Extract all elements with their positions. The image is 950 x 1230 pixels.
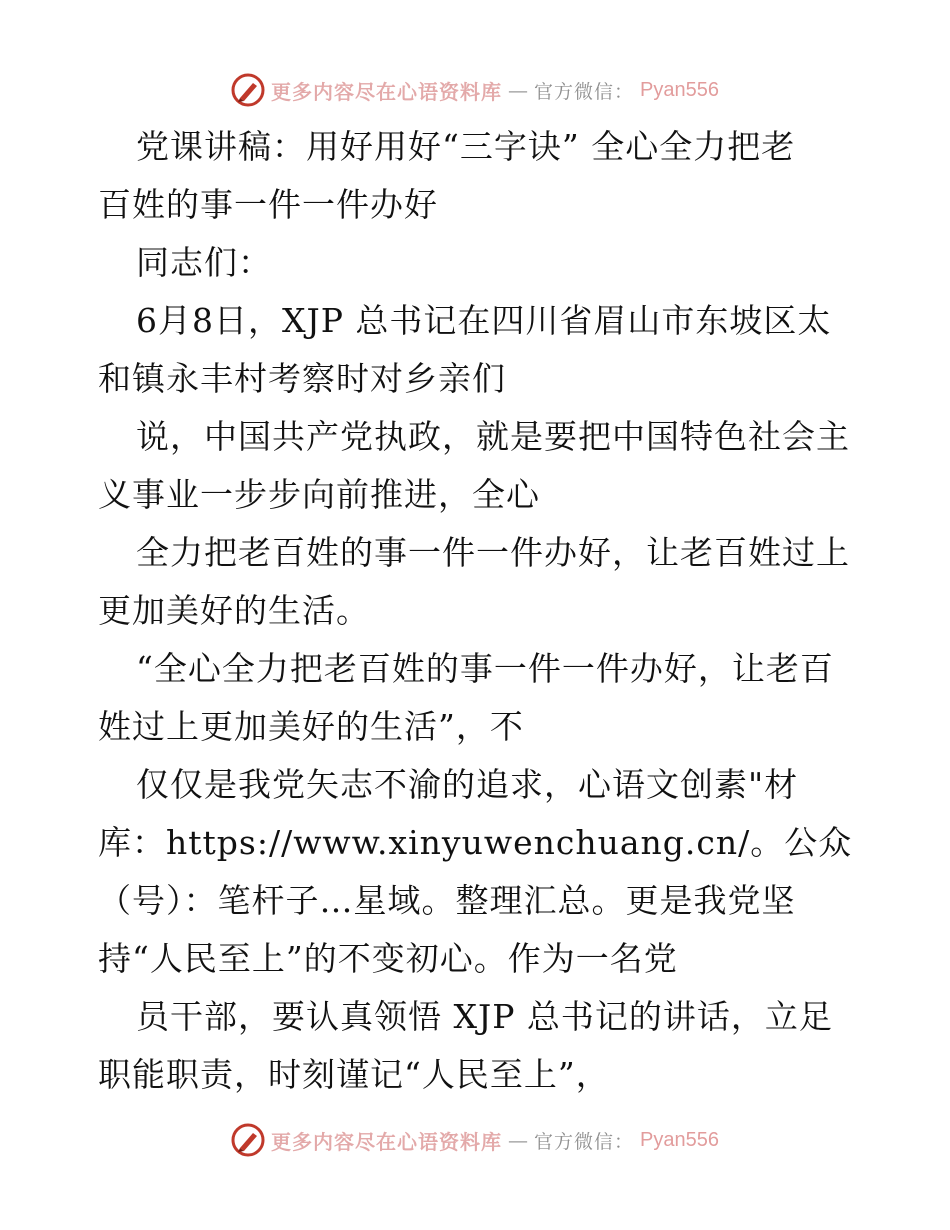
pen-logo-icon — [231, 1123, 265, 1157]
watermark-separator: — — [508, 1128, 528, 1152]
text-line: 员干部，要认真领悟 XJP 总书记的讲话，立足 — [136, 997, 833, 1036]
text-line: 全力把老百姓的事一件一件办好，让老百姓过上 — [136, 533, 850, 572]
text-line: （号）：笔杆子…星域。整理汇总。更是我党坚 — [98, 881, 796, 920]
watermark-brand-text: 更多内容尽在心语资料库 — [271, 79, 502, 104]
document-body — [98, 118, 858, 1104]
watermark-wechat-id: Pyan556 — [640, 1128, 719, 1151]
text-line: 职能职责，时刻谨记“人民至上”， — [98, 1055, 610, 1094]
text-line: 义事业一步步向前推进，全心 — [98, 475, 540, 514]
text-line: 持“人民至上”的不变初心。作为一名党 — [98, 939, 678, 978]
pen-logo-icon — [231, 73, 265, 107]
watermark-wechat-id: Pyan556 — [640, 78, 719, 101]
watermark-separator: — — [508, 78, 528, 102]
text-line: 说，中国共产党执政，就是要把中国特色社会主 — [136, 417, 850, 456]
text-line: 姓过上更加美好的生活”，不 — [98, 707, 524, 746]
footer-watermark — [0, 1120, 950, 1160]
watermark-brand-text: 更多内容尽在心语资料库 — [271, 1129, 502, 1154]
text-line: “全心全力把老百姓的事一件一件办好，让老百 — [136, 649, 834, 688]
text-line: 库：https://www.xinyuwenchuang.cn/。公众 — [98, 823, 853, 862]
text-line: 百姓的事一件一件办好 — [98, 185, 438, 224]
text-line: 和镇永丰村考察时对乡亲们 — [98, 359, 506, 398]
watermark-wechat-label: 官方微信： — [534, 1130, 635, 1153]
text-line: 党课讲稿：用好用好“三字诀” 全心全力把老 — [136, 127, 796, 166]
text-line: 更加美好的生活。 — [98, 591, 370, 630]
text-line: 6月8日，XJP 总书记在四川省眉山市东坡区太 — [136, 301, 832, 340]
text-line: 同志们： — [136, 243, 272, 282]
text-line: 仅仅是我党矢志不渝的追求，心语文创素"材 — [136, 765, 799, 804]
header-watermark — [0, 70, 950, 110]
watermark-wechat-label: 官方微信： — [534, 80, 635, 103]
